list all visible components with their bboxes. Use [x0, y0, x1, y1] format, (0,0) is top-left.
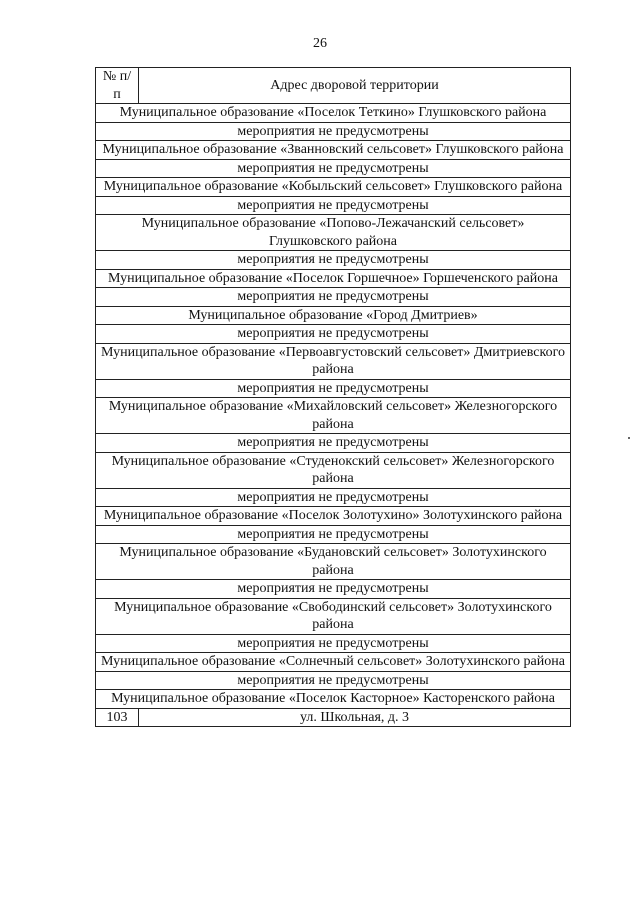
municipality-title: Муниципальное образование «Поселок Касторное» Касторенского района	[96, 690, 571, 709]
municipality-title: Муниципальное образование «Поселок Золотухино» Золотухинского района	[96, 507, 571, 526]
note-row	[96, 488, 571, 507]
municipality-title: Муниципальное образование «Попово-Лежачанский сельсовет» Глушковского района	[96, 215, 571, 251]
municipality-title: Муниципальное образование «Будановский сельсовет» Золотухинского района	[96, 544, 571, 580]
municipality-row	[96, 215, 571, 251]
municipality-row	[96, 141, 571, 160]
table-row	[96, 708, 571, 727]
note-row	[96, 288, 571, 307]
note-row	[96, 634, 571, 653]
municipality-row	[96, 343, 571, 379]
no-events-note: мероприятия не предусмотрены	[96, 251, 571, 270]
no-events-note: мероприятия не предусмотрены	[96, 196, 571, 215]
municipality-row	[96, 507, 571, 526]
municipality-row	[96, 269, 571, 288]
municipality-row	[96, 398, 571, 434]
no-events-note: мероприятия не предусмотрены	[96, 580, 571, 599]
municipality-row	[96, 544, 571, 580]
municipality-title: Муниципальное образование «Первоавгустовский сельсовет» Дмитриевского района	[96, 343, 571, 379]
note-row	[96, 159, 571, 178]
municipality-title: Муниципальное образование «Михайловский сельсовет» Железногорского района	[96, 398, 571, 434]
municipality-row	[96, 104, 571, 123]
note-row	[96, 122, 571, 141]
no-events-note: мероприятия не предусмотрены	[96, 288, 571, 307]
note-row	[96, 434, 571, 453]
no-events-note: мероприятия не предусмотрены	[96, 159, 571, 178]
note-row	[96, 196, 571, 215]
municipality-title: Муниципальное образование «Свободинский сельсовет» Золотухинского района	[96, 598, 571, 634]
table-header-row	[96, 68, 571, 104]
header-address: Адрес дворовой территории	[139, 68, 571, 104]
municipality-row	[96, 306, 571, 325]
no-events-note: мероприятия не предусмотрены	[96, 434, 571, 453]
no-events-note: мероприятия не предусмотрены	[96, 671, 571, 690]
municipality-row	[96, 178, 571, 197]
municipality-title: Муниципальное образование «Званновский сельсовет» Глушковского района	[96, 141, 571, 160]
municipality-title: Муниципальное образование «Студенокский сельсовет» Железногорского района	[96, 452, 571, 488]
no-events-note: мероприятия не предусмотрены	[96, 379, 571, 398]
municipality-row	[96, 653, 571, 672]
note-row	[96, 525, 571, 544]
note-row	[96, 325, 571, 344]
header-number: № п/п	[96, 68, 139, 104]
row-address: ул. Школьная, д. 3	[139, 708, 571, 727]
municipality-title: Муниципальное образование «Кобыльский сельсовет» Глушковского района	[96, 178, 571, 197]
municipality-title: Муниципальное образование «Поселок Теткино» Глушковского района	[96, 104, 571, 123]
address-table	[95, 67, 571, 727]
scan-artifact	[628, 437, 630, 439]
no-events-note: мероприятия не предусмотрены	[96, 525, 571, 544]
no-events-note: мероприятия не предусмотрены	[96, 325, 571, 344]
no-events-note: мероприятия не предусмотрены	[96, 634, 571, 653]
note-row	[96, 379, 571, 398]
note-row	[96, 251, 571, 270]
municipality-title: Муниципальное образование «Город Дмитриев»	[96, 306, 571, 325]
row-number: 103	[96, 708, 139, 727]
municipality-row	[96, 452, 571, 488]
no-events-note: мероприятия не предусмотрены	[96, 488, 571, 507]
municipality-title: Муниципальное образование «Солнечный сельсовет» Золотухинского района	[96, 653, 571, 672]
no-events-note: мероприятия не предусмотрены	[96, 122, 571, 141]
note-row	[96, 671, 571, 690]
municipality-row	[96, 598, 571, 634]
note-row	[96, 580, 571, 599]
page-number: 26	[313, 36, 327, 51]
municipality-row	[96, 690, 571, 709]
municipality-title: Муниципальное образование «Поселок Горшечное» Горшеченского района	[96, 269, 571, 288]
